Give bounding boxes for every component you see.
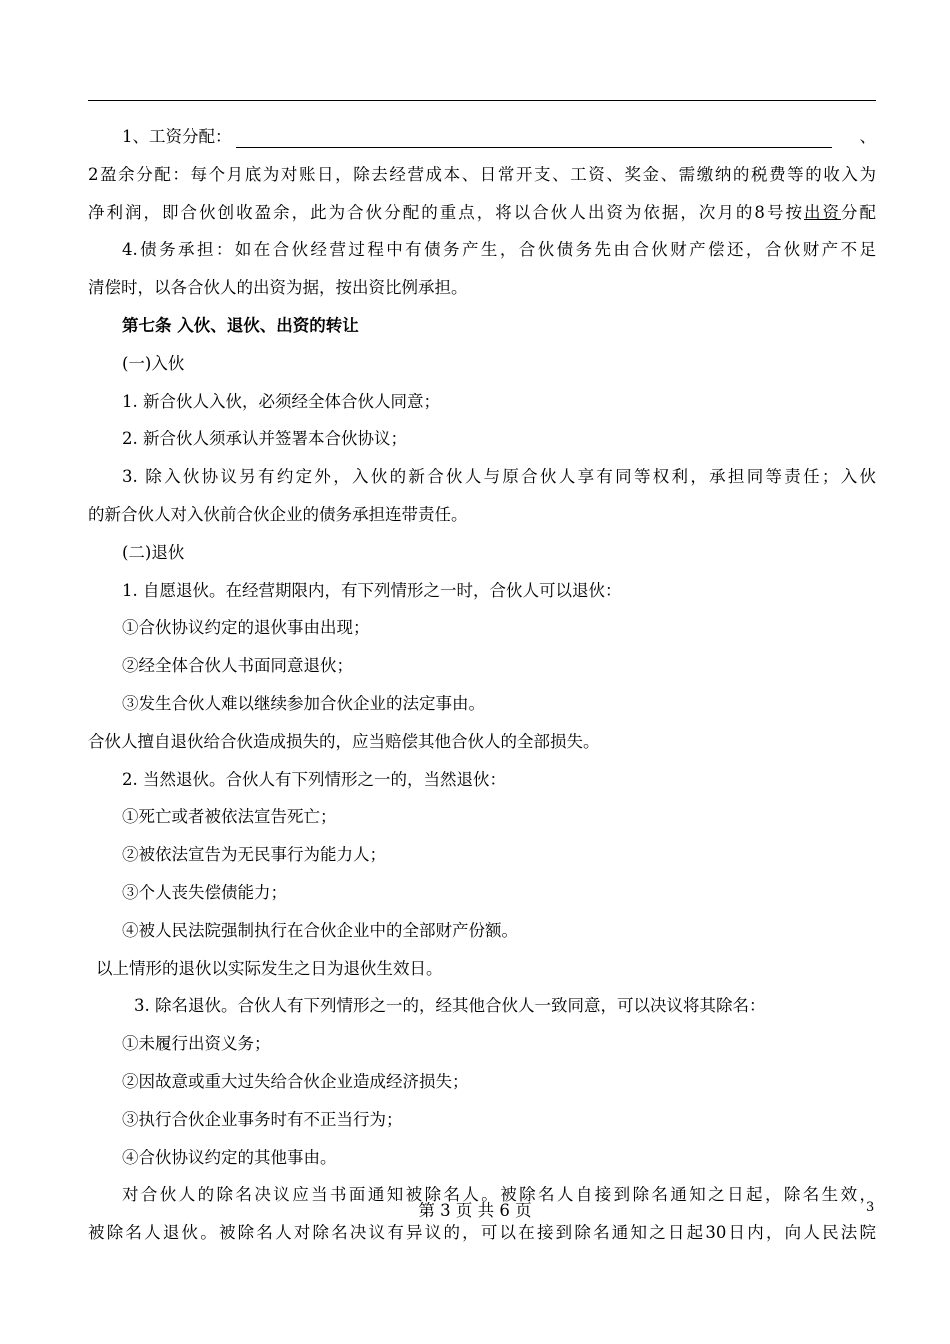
paragraph-line: 被除名人退伙。被除名人对除名决议有异议的，可以在接到除名通知之日起30日内，向人民法院 (88, 1223, 876, 1243)
underlined-term: 出资 (803, 202, 841, 222)
article-heading: 第七条 入伙、退伙、出资的转让 (122, 315, 359, 335)
list-item: 3. 除名退伙。合伙人有下列情形之一的，经其他合伙人一致同意，可以决议将其除名： (134, 996, 766, 1016)
paragraph-line: 2盈余分配：每个月底为对账日，除去经营成本、日常开支、工资、奖金、需缴纳的税费等的收入为 (88, 164, 876, 184)
list-item: ②被依法宣告为无民事行为能力人； (122, 845, 386, 865)
list-item: 2. 当然退伙。合伙人有下列情形之一的，当然退伙： (122, 769, 506, 789)
page-footer: 第 3 页 共 6 页 (418, 1201, 532, 1220)
paragraph-line: 清偿时，以各合伙人的出资为据，按出资比例承担。 (88, 278, 468, 298)
list-item: 2. 新合伙人须承认并签署本合伙协议； (122, 429, 407, 449)
header-rule (88, 100, 876, 101)
wage-distribution-label: 1、工资分配： (122, 127, 232, 146)
list-item: ③发生合伙人难以继续参加合伙企业的法定事由。 (122, 693, 485, 713)
paragraph-line: 的新合伙人对入伙前合伙企业的债务承担连带责任。 (88, 504, 468, 524)
paragraph-line: 以上情形的退伙以实际发生之日为退伙生效日。 (96, 958, 443, 978)
list-item: ②因故意或重大过失给合伙企业造成经济损失； (122, 1071, 469, 1091)
section-heading: (二)退伙 (122, 542, 185, 562)
list-item: ①合伙协议约定的退伙事由出现； (122, 618, 370, 638)
list-item: ①未履行出资义务； (122, 1034, 271, 1054)
paragraph-line: 4.债务承担：如在合伙经营过程中有债务产生，合伙债务先由合伙财产偿还，合伙财产不足 (122, 240, 876, 260)
list-item: 3. 除入伙协议另有约定外，入伙的新合伙人与原合伙人享有同等权利，承担同等责任；入伙 (122, 467, 876, 487)
paragraph-line: 对合伙人的除名决议应当书面通知被除名人。被除名人自接到除名通知之日起，除名生效， (122, 1185, 876, 1205)
list-item: ③个人丧失偿债能力； (122, 882, 287, 902)
page-number: 3 (866, 1200, 875, 1215)
list-item: ④合伙协议约定的其他事由。 (122, 1147, 337, 1167)
list-item: 1. 新合伙人入伙，必须经全体合伙人同意； (122, 391, 440, 411)
list-item: ②经全体合伙人书面同意退伙； (122, 656, 353, 676)
enumeration-comma: 、 (859, 127, 876, 146)
list-item: ④被人民法院强制执行在合伙企业中的全部财产份额。 (122, 920, 518, 940)
list-item: ①死亡或者被依法宣告死亡； (122, 807, 337, 827)
paragraph-line: 净利润，即合伙创收盈余，此为合伙分配的重点，将以合伙人出资为依据，次月的8号按出资分配 (88, 202, 877, 222)
section-heading: (一)入伙 (122, 353, 185, 373)
wage-distribution-line (88, 118, 876, 156)
list-item: 1. 自愿退伙。在经营期限内，有下列情形之一时，合伙人可以退伙： (122, 580, 622, 600)
wage-distribution-blank (236, 127, 832, 148)
list-item: ③执行合伙企业事务时有不正当行为； (122, 1109, 403, 1129)
paragraph-line: 合伙人擅自退伙给合伙造成损失的，应当赔偿其他合伙人的全部损失。 (88, 731, 600, 751)
document-body (88, 118, 876, 1252)
